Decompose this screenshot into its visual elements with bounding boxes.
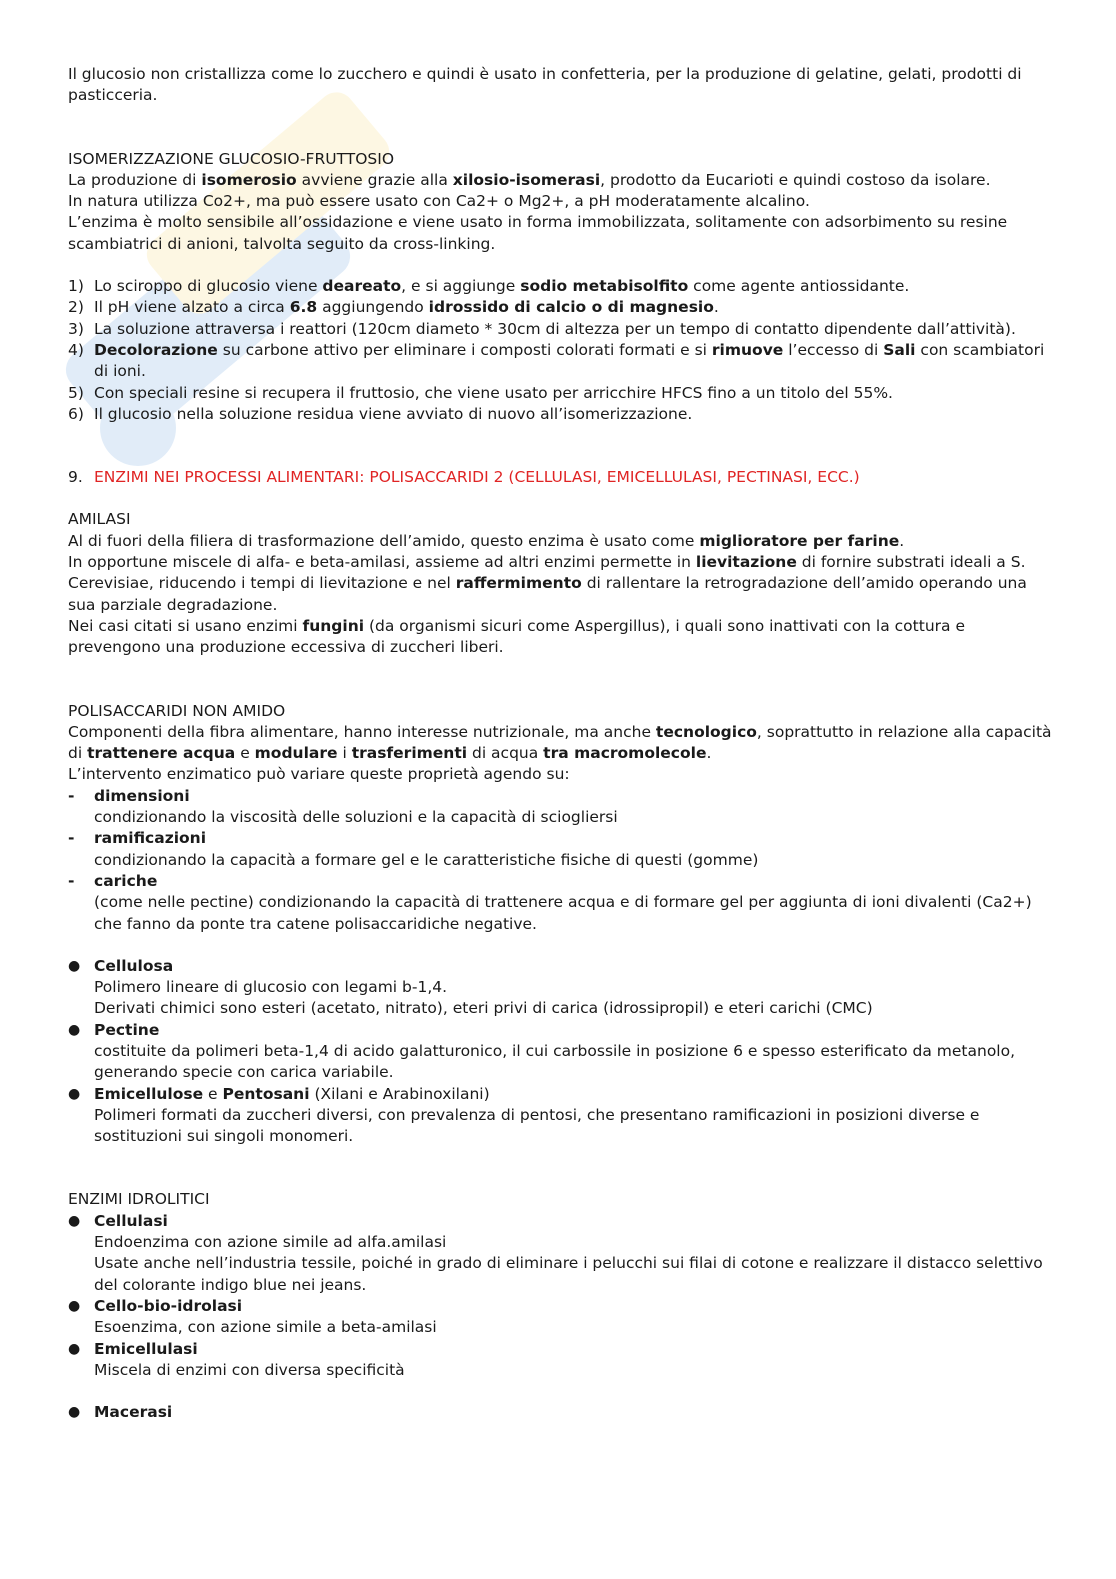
amilasi-paragraph-1: Al di fuori della filiera di trasformazione dell’amido, questo enzima è usato come miglioratore per farine. (68, 531, 905, 550)
isomerization-paragraph-3: L’enzima è molto sensibile all’ossidazione e viene usato in forma immobilizzata, solitamente con adsorbimento su resine scambiatrici di anioni, talvolta seguito da cross-linking. (68, 213, 1008, 253)
polisaccaridi-paragraph-2: L’intervento enzimatico può variare queste proprietà agendo su: (68, 765, 570, 784)
polisaccaridi-paragraph-1: Componenti della fibra alimentare, hanno interesse nutrizionale, ma anche tecnologico, soprattutto in relazione alla capacità di trattenere acqua e modulare i trasferimenti di acqua tra macromolecole. (68, 722, 1052, 763)
enzymes-list-continued (68, 1402, 1058, 1423)
amilasi-paragraph-3: Nei casi citati si usano enzimi fungini (da organismi sicuri come Aspergillus), i quali sono inattivati con la cottura e prevengono una produzione eccessiva di zuccheri liberi. (68, 616, 965, 657)
intro-paragraph: Il glucosio non cristallizza come lo zucchero e quindi è usato in confetteria, per la produzione di gelatine, gelati, prodotti di pasticceria. (68, 65, 1022, 105)
list-item: - ramificazioni condizionando la capacità a formare gel e le caratteristiche fisiche di questi (gomme) (68, 829, 759, 869)
document-page (68, 64, 1058, 1423)
list-item: 3) La soluzione attraversa i reattori (120cm diameto * 30cm di altezza per un tempo di contatto dipendente dall’attività). (68, 319, 1016, 338)
list-item: 5) Con speciali resine si recupera il fruttosio, che viene usato per arricchire HFCS fino a un titolo del 55%. (68, 383, 893, 402)
bullet-icon: ● (68, 1340, 81, 1357)
properties-list (68, 786, 1058, 935)
isomerization-paragraph-2: In natura utilizza Co2+, ma può essere usato con Ca2+ o Mg2+, a pH moderatamente alcalino. (68, 192, 810, 211)
isomerization-paragraph-1: La produzione di isomerosio avviene grazie alla xilosio-isomerasi, prodotto da Eucarioti e quindi costoso da isolare. (68, 170, 991, 189)
bullet-icon: ● (68, 1404, 81, 1421)
list-item: - dimensioni condizionando la viscosità delle soluzioni e la capacità di sciogliersi (68, 786, 618, 827)
enzymes-list (68, 1211, 1058, 1381)
bullet-icon: ● (68, 1021, 81, 1038)
section-heading-isomerizzazione: ISOMERIZZAZIONE GLUCOSIO-FRUTTOSIO (68, 149, 395, 168)
list-item: ● Pectine costituite da polimeri beta-1,4 di acido galatturonico, il cui carbossile in posizione 6 e spesso esterificato da metanolo, generando specie con carica variabile. (68, 1020, 1016, 1082)
list-item: 2) Il pH viene alzato a circa 6.8 aggiungendo idrossido di calcio o di magnesio. (68, 298, 719, 317)
list-item: ● Cellulosa Polimero lineare di glucosio con legami b-1,4. Derivati chimici sono esteri (acetato, nitrato), eteri privi di carica (idrossipropil) e eteri carichi (CMC) (68, 956, 873, 1018)
bullet-icon: ● (68, 957, 81, 974)
list-item: ● Cellulasi Endoenzima con azione simile ad alfa.amilasi Usate anche nell’industria tessile, poiché in grado di eliminare i pelucchi sui filai di cotone e realizzare il distacco selettivo del colorante indigo blue nei jeans. (68, 1211, 1043, 1294)
list-item: ● Macerasi (68, 1402, 1058, 1423)
chapter-title-text: ENZIMI NEI PROCESSI ALIMENTARI: POLISACCARIDI 2 (CELLULASI, EMICELLULASI, PECTINASI, ECC.) (94, 468, 860, 487)
list-item: - cariche (come nelle pectine) condizionando la capacità di trattenere acqua e di formare gel per aggiunta di ioni divalenti (Ca2+) che fanno da ponte tra catene polisaccaridiche negative. (68, 871, 1032, 933)
section-heading-polisaccaridi: POLISACCARIDI NON AMIDO (68, 701, 286, 720)
bullet-icon: ● (68, 1212, 81, 1229)
chapter-number: 9. (68, 468, 83, 487)
bullet-icon: ● (68, 1297, 81, 1314)
amilasi-paragraph-2: In opportune miscele di alfa- e beta-amilasi, assieme ad altri enzimi permette in lievitazione di fornire substrati ideali a S. Cerevisiae, riducendo i tempi di lievitazione e nel raffermimento di rallentare la retrogradazione dell’amido operando una sua parziale degradazione. (68, 553, 1027, 614)
list-item: ● Emicellulose e Pentosani (Xilani e Arabinoxilani) Polimeri formati da zuccheri diversi, con prevalenza di pentosi, che presentano ramificazioni in posizioni diverse e sostituzioni sui singoli monomeri. (68, 1084, 980, 1146)
list-item: 6) Il glucosio nella soluzione residua viene avviato di nuovo all’isomerizzazione. (68, 404, 693, 423)
polysaccharide-types-list (68, 956, 1058, 1148)
section-heading-enzimi: ENZIMI IDROLITICI (68, 1190, 210, 1209)
isomerization-steps-list (68, 276, 1058, 425)
section-heading-amilasi: AMILASI (68, 510, 131, 529)
list-item: ● Emicellulasi Miscela di enzimi con diversa specificità (68, 1339, 405, 1379)
chapter-title (68, 467, 1058, 488)
list-item: 1) Lo sciroppo di glucosio viene deareato, e si aggiunge sodio metabisolfito come agente antiossidante. (68, 277, 910, 296)
list-item: ● Cello-bio-idrolasi Esoenzima, con azione simile a beta-amilasi (68, 1296, 437, 1337)
list-item: 4) Decolorazione su carbone attivo per eliminare i composti colorati formati e si rimuove l’eccesso di Sali con scambiatori di ioni. (68, 340, 1045, 381)
bullet-icon: ● (68, 1085, 81, 1102)
